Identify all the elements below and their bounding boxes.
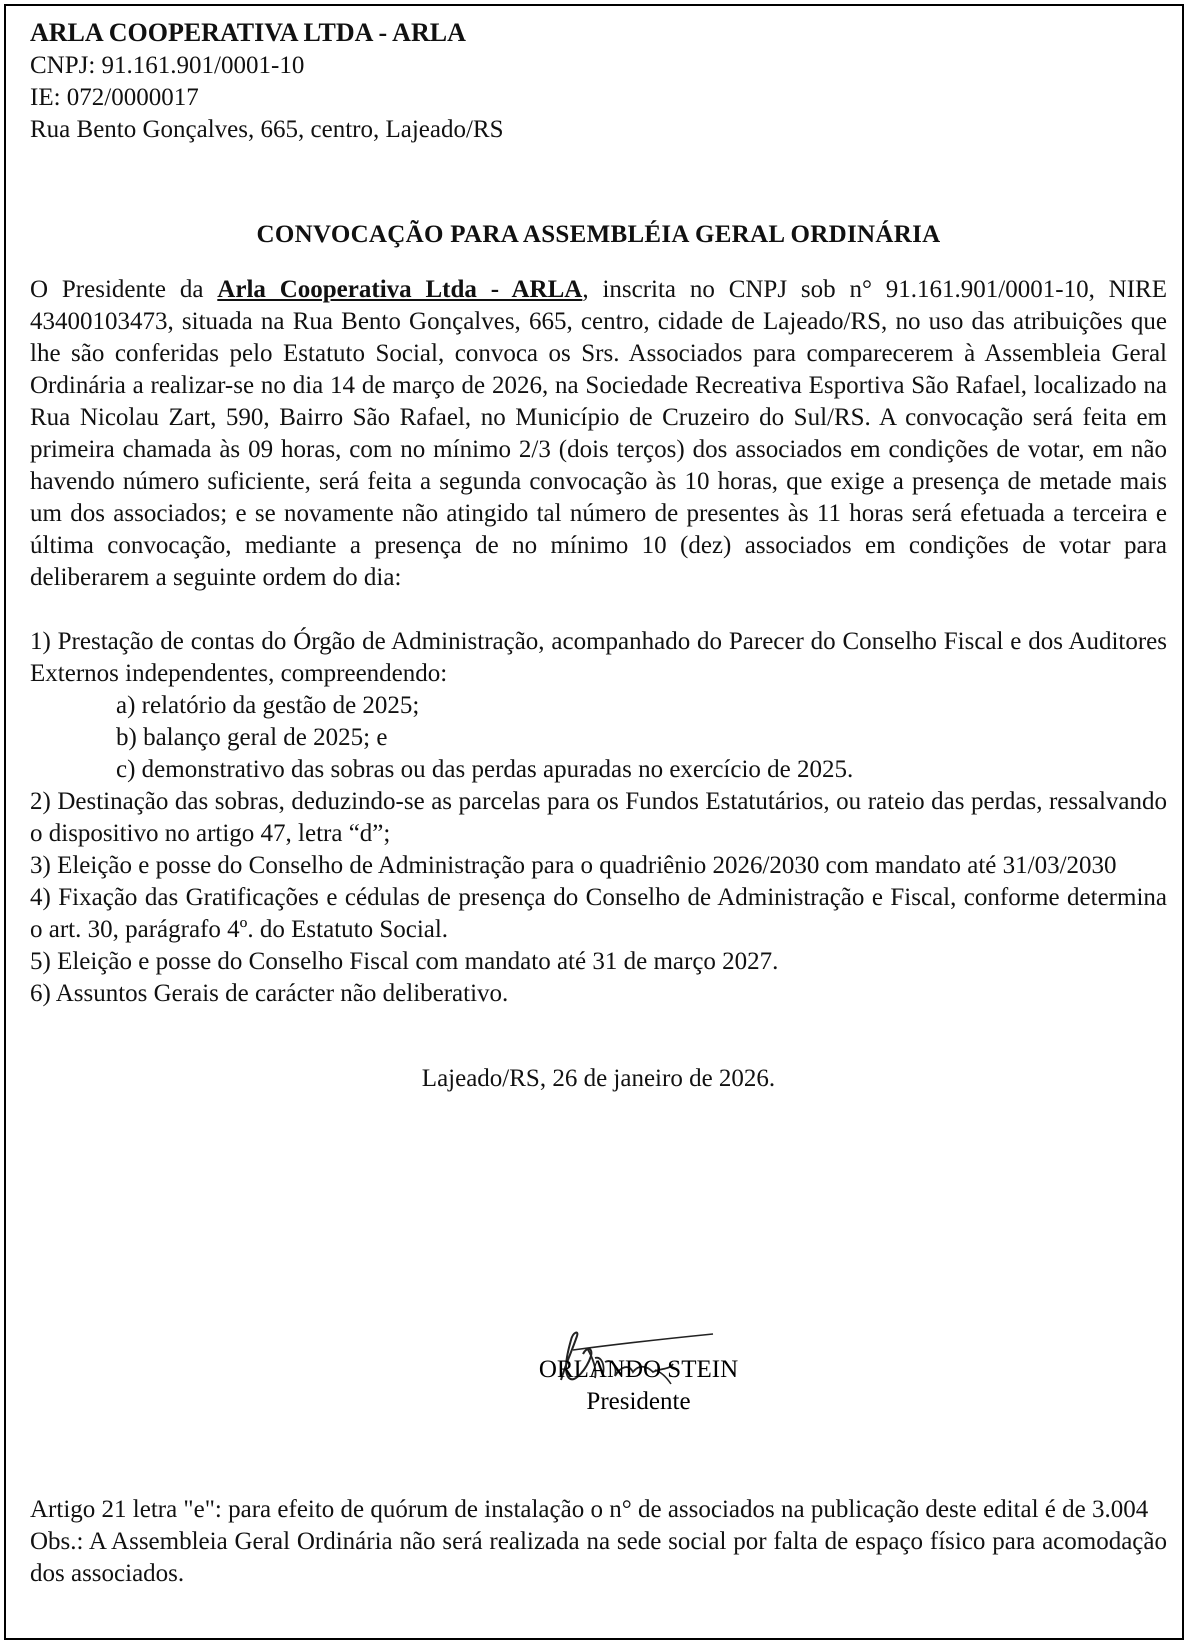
intro-paragraph — [30, 274, 1167, 594]
agenda-item-1b: b) balanço geral de 2025; e — [116, 724, 388, 751]
company-ie: IE: 072/0000017 — [30, 84, 199, 111]
intro-company-name: Arla Cooperativa Ltda - ARLA — [217, 276, 583, 303]
signer-role: Presidente — [586, 1388, 691, 1415]
footer-notes — [30, 1494, 1167, 1590]
spacer — [30, 594, 1167, 626]
signer-name: ORLANDO STEIN — [538, 1356, 739, 1383]
agenda-item-3: 3) Eleição e posse do Conselho de Administração para o quadriênio 2026/2030 com mandato até 31/03/2030 — [30, 852, 1117, 879]
signer-name-wrapper — [0, 1354, 1137, 1418]
footer-quorum-note: Artigo 21 letra "e": para efeito de quórum de instalação o n° de associados na publicação deste edital é de 3.004 — [30, 1496, 1149, 1523]
company-cnpj: CNPJ: 91.161.901/0001-10 — [30, 52, 305, 79]
intro-body: , inscrita no CNPJ sob n° 91.161.901/0001-10, NIRE 43400103473, situada na Rua Bento Gonçalves, 665, centro, cidade de Lajeado/RS, no uso das atribuições que lhe são conferidas pelo Estatuto Social, convoca os Srs. Associados para comparecerem à Assembleia Geral Ordinária a realizar-se no dia 14 de março de 2026, na Sociedade Recreativa Esportiva São Rafael, localizado na Rua Nicolau Zart, 590, Bairro São Rafael, no Município de Cruzeiro do Sul/RS. A convocação será feita em primeira chamada às 09 horas, com no mínimo 2/3 (dois terços) dos associados em condições de votar, em não havendo número suficiente, será feita a segunda convocação às 10 horas, que exige a presença de metade mais um dos associados; e se novamente não atingido tal número de presentes às 11 horas será efetuada a terceira e última convocação, mediante a presença de no mínimo 10 (dez) associados em condições de votar para deliberarem a seguinte ordem do dia: — [30, 276, 1167, 591]
convocation-document — [30, 16, 1167, 1095]
agenda-item-4: 4) Fixação das Gratificações e cédulas de presença do Conselho de Administração e Fiscal, conforme determina o art. 30, parágrafo 4º. do Estatuto Social. — [30, 884, 1167, 943]
agenda-item-1c: c) demonstrativo das sobras ou das perdas apuradas no exercício de 2025. — [116, 756, 854, 783]
company-address: Rua Bento Gonçalves, 665, centro, Lajeado/RS — [30, 116, 504, 143]
agenda-item-5: 5) Eleição e posse do Conselho Fiscal com mandato até 31 de março 2027. — [30, 948, 779, 975]
intro-prefix: O Presidente da — [30, 276, 218, 303]
footer-obs-note: Obs.: A Assembleia Geral Ordinária não será realizada na sede social por falta de espaço físico para acomodação dos associados. — [30, 1528, 1167, 1587]
agenda-item-6: 6) Assuntos Gerais de carácter não deliberativo. — [30, 980, 509, 1007]
agenda-item-1a: a) relatório da gestão de 2025; — [116, 692, 420, 719]
document-title: CONVOCAÇÃO PARA ASSEMBLÉIA GERAL ORDINÁRIA — [256, 221, 941, 248]
place-date: Lajeado/RS, 26 de janeiro de 2026. — [421, 1065, 776, 1092]
company-name: ARLA COOPERATIVA LTDA - ARLA — [30, 18, 466, 47]
agenda-item-1: 1) Prestação de contas do Órgão de Administração, acompanhado do Parecer do Conselho Fiscal e dos Auditores Externos independentes, compreendendo: — [30, 628, 1167, 687]
agenda-item-2: 2) Destinação das sobras, deduzindo-se as parcelas para os Fundos Estatutários, ou rateio das perdas, ressalvando o dispositivo no artigo 47, letra “d”; — [30, 788, 1167, 847]
